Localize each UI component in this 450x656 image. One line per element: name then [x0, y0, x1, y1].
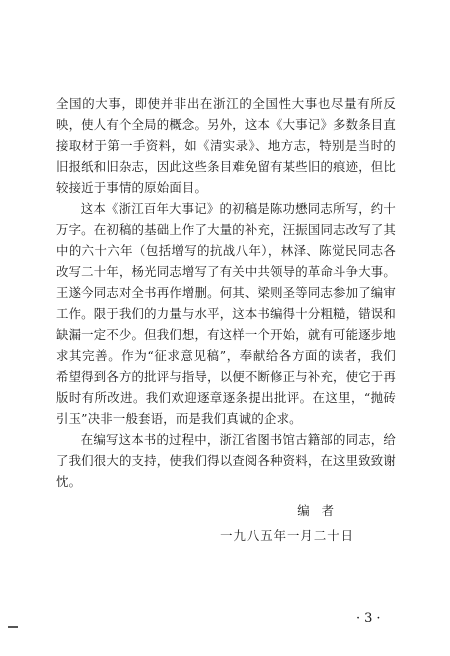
paragraph-acknowledgement: 在编写这本书的过程中，浙江省图书馆古籍部的同志，给了我们很大的支持，使我们得以查阅各种资料，在这里致致谢忱。: [56, 432, 396, 489]
paragraph-continued: 全国的大事，即使并非出在浙江的全国性大事也尽量有所反映，使人有个全局的概念。另外，这本《大事记》多数条目直接取材于第一手资料，如《清实录》、地方志，特别是当时的旧报纸和旧杂志，因此这些条目难免留有某些旧的痕迹，但比较接近于事情的原始面目。: [56, 96, 396, 195]
signature-author: 编者: [297, 503, 346, 518]
scan-mark: [8, 626, 18, 628]
paragraph-authors: 这本《浙江百年大事记》的初稿是陈功懋同志所写，约十万字。在初稿的基础上作了大量的补充，汪振国同志改写了其中的六十六年（包括增写的抗战八年），林泽、陈觉民同志各改写二十年，杨光同志增写了有关中共领导的革命斗争大事。王遂今同志对全书再作增删。何其、梁则圣等同志参加了编审工作。限于我们的力量与水平，这本书编得十分粗糙，错误和缺漏一定不少。但我们想，有这样一个开始，就有可能逐步地求其完善。作为“征求意见稿”，奉献给各方面的读者，我们希望得到各方的批评与指导，以便不断修正与补充，使它于再版时有所改进。我们欢迎逐章逐条提出批评。在这里，“抛砖引玉”决非一般套语，而是我们真诚的企求。: [56, 201, 396, 426]
body-text: [56, 93, 396, 546]
signature-date: 一九八五年一月二十日: [220, 528, 354, 543]
page-number: ·3·: [356, 611, 385, 626]
